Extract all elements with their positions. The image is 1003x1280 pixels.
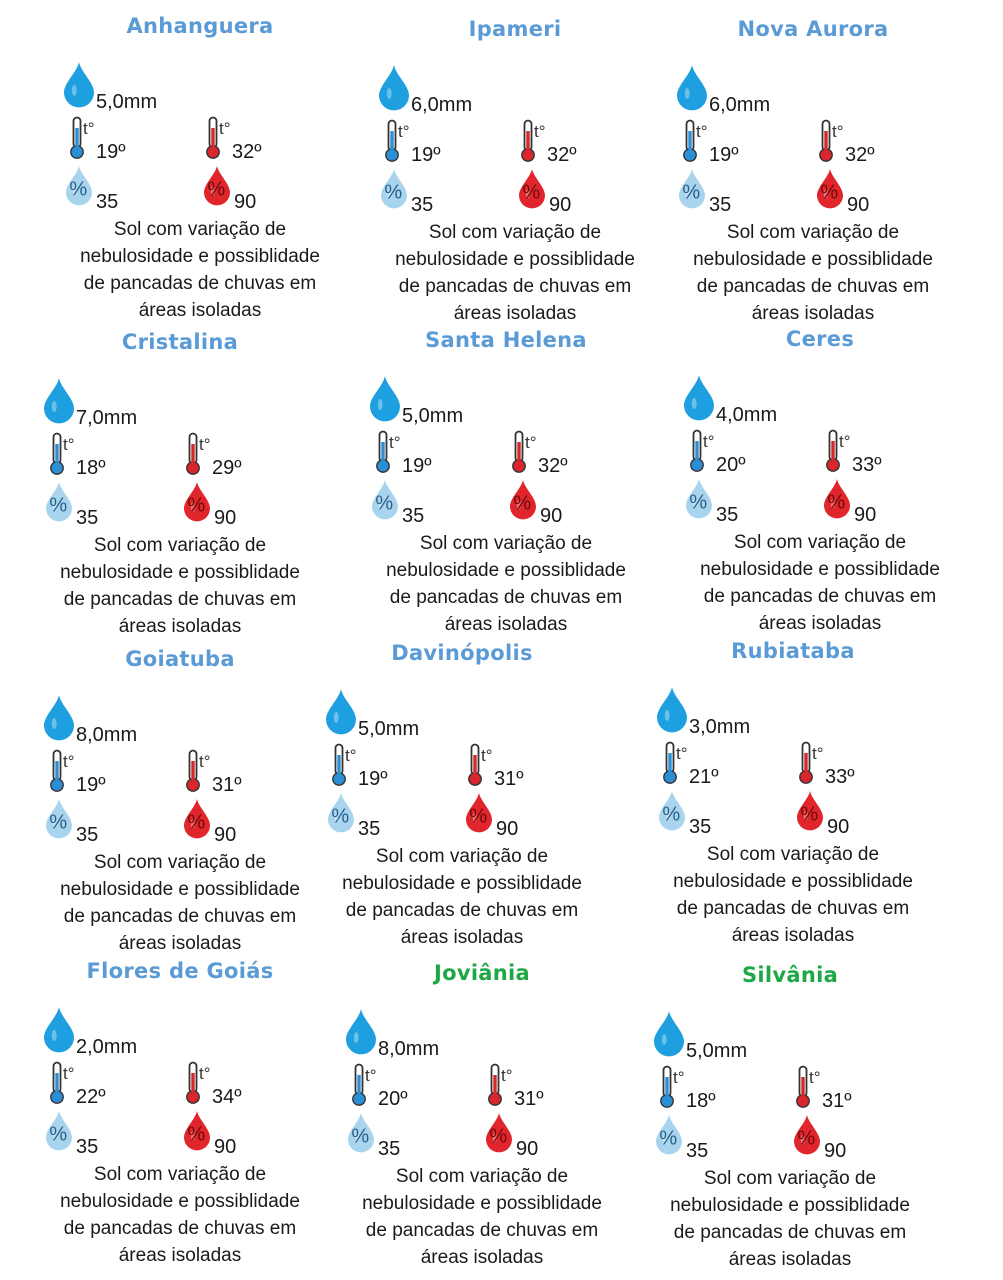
temperature-symbol: t°	[839, 432, 851, 451]
rain-amount: 6,0mm	[709, 94, 771, 116]
temperature-symbol: t°	[365, 1066, 377, 1085]
rain-indicator	[677, 65, 707, 111]
city-name: Santa Helena	[425, 328, 587, 352]
rain-amount: 6,0mm	[411, 94, 473, 116]
humidity-high-icon	[486, 1113, 512, 1153]
temp-min: 19º	[358, 768, 388, 790]
description-line: Sol com variação de	[395, 1166, 569, 1187]
city-forecast-card	[30, 959, 330, 1274]
humidity-low-icon	[66, 166, 92, 206]
humidity-max: 90	[234, 191, 257, 213]
description-line: áreas isoladas	[453, 303, 577, 324]
temperature-symbol: t°	[83, 119, 95, 138]
temperature-symbol: t°	[63, 752, 75, 771]
description-line: áreas isoladas	[731, 925, 855, 946]
temperature-symbol: t°	[703, 432, 715, 451]
percent-symbol: %	[69, 178, 88, 201]
description-line: de pancadas de chuvas em	[365, 1220, 599, 1241]
temp-max: 31º	[514, 1088, 544, 1110]
temperature-symbol: t°	[676, 744, 688, 763]
rain-amount: 3,0mm	[689, 716, 751, 738]
humidity-max: 90	[214, 507, 237, 529]
temp-max: 31º	[822, 1090, 852, 1112]
description-line: Sol com variação de	[703, 1168, 877, 1189]
temp-min: 21º	[689, 766, 719, 788]
city-forecast-card	[356, 328, 656, 643]
description-line: Sol com variação de	[113, 219, 287, 240]
description-line: de pancadas de chuvas em	[63, 906, 297, 927]
temp-min: 20º	[378, 1088, 408, 1110]
description-line: áreas isoladas	[758, 613, 882, 634]
percent-symbol: %	[682, 181, 701, 204]
humidity-max: 90	[516, 1138, 539, 1160]
rain-indicator	[44, 1007, 74, 1053]
humidity-min: 35	[709, 194, 732, 216]
humidity-low-icon	[381, 169, 407, 209]
raindrop-icon	[44, 1007, 74, 1053]
city-name: Rubiataba	[731, 639, 855, 663]
description-line: nebulosidade e possiblidade	[60, 562, 300, 583]
description-line: Sol com variação de	[93, 535, 267, 556]
temp-min: 18º	[686, 1090, 716, 1112]
temperature-symbol: t°	[812, 744, 824, 763]
rain-amount: 5,0mm	[686, 1040, 748, 1062]
city-forecast-card	[643, 639, 943, 954]
percent-symbol: %	[797, 1127, 816, 1150]
city-forecast-card	[50, 14, 350, 329]
description-line: Sol com variação de	[93, 1164, 267, 1185]
raindrop-icon	[370, 376, 400, 422]
city-forecast-card	[663, 17, 963, 332]
description-line: de pancadas de chuvas em	[398, 276, 632, 297]
raindrop-icon	[654, 1011, 684, 1057]
city-name: Davinópolis	[391, 641, 533, 665]
city-forecast-card	[312, 641, 612, 956]
description-line: Sol com variação de	[375, 846, 549, 867]
humidity-min: 35	[358, 818, 381, 840]
percent-symbol: %	[384, 181, 403, 204]
humidity-high-icon	[184, 799, 210, 839]
forecast-description	[643, 841, 943, 949]
temperature-symbol: t°	[389, 433, 401, 452]
humidity-max: 90	[824, 1140, 847, 1162]
humidity-min: 35	[76, 507, 99, 529]
humidity-high-icon	[184, 482, 210, 522]
rain-amount: 8,0mm	[378, 1038, 440, 1060]
rain-amount: 4,0mm	[716, 404, 778, 426]
description-line: de pancadas de chuvas em	[673, 1222, 907, 1243]
description-line: de pancadas de chuvas em	[345, 900, 579, 921]
description-line: Sol com variação de	[93, 852, 267, 873]
description-line: de pancadas de chuvas em	[703, 586, 937, 607]
percent-symbol: %	[187, 1123, 206, 1146]
forecast-description	[663, 219, 963, 327]
description-line: áreas isoladas	[138, 300, 262, 321]
description-line: nebulosidade e possiblidade	[80, 246, 320, 267]
temperature-symbol: t°	[481, 746, 493, 765]
description-line: áreas isoladas	[118, 1245, 242, 1266]
humidity-high-icon	[204, 166, 230, 206]
temp-min: 19º	[402, 455, 432, 477]
city-forecast-card	[30, 647, 330, 962]
humidity-high-icon	[794, 1115, 820, 1155]
description-line: nebulosidade e possiblidade	[693, 249, 933, 270]
humidity-low-icon	[686, 479, 712, 519]
description-line: áreas isoladas	[444, 614, 568, 635]
humidity-high-icon	[519, 169, 545, 209]
description-line: nebulosidade e possiblidade	[395, 249, 635, 270]
temp-max: 33º	[852, 454, 882, 476]
temp-min: 18º	[76, 457, 106, 479]
forecast-description	[332, 1163, 632, 1271]
description-line: nebulosidade e possiblidade	[673, 871, 913, 892]
description-line: áreas isoladas	[420, 1247, 544, 1268]
humidity-max: 90	[549, 194, 572, 216]
temperature-symbol: t°	[809, 1068, 821, 1087]
temperature-symbol: t°	[398, 122, 410, 141]
temp-min: 19º	[96, 141, 126, 163]
humidity-min: 35	[689, 816, 712, 838]
percent-symbol: %	[49, 811, 68, 834]
forecast-description	[30, 849, 330, 957]
rain-indicator	[379, 65, 409, 111]
description-line: Sol com variação de	[419, 533, 593, 554]
temperature-symbol: t°	[832, 122, 844, 141]
city-name: Ipameri	[468, 17, 562, 41]
temp-min: 20º	[716, 454, 746, 476]
description-line: áreas isoladas	[118, 933, 242, 954]
humidity-min: 35	[76, 824, 99, 846]
description-line: áreas isoladas	[118, 616, 242, 637]
humidity-low-icon	[656, 1115, 682, 1155]
percent-symbol: %	[800, 803, 819, 826]
temperature-symbol: t°	[63, 435, 75, 454]
temperature-symbol: t°	[219, 119, 231, 138]
percent-symbol: %	[187, 494, 206, 517]
percent-symbol: %	[513, 492, 532, 515]
description-line: áreas isoladas	[751, 303, 875, 324]
raindrop-icon	[326, 689, 356, 735]
temp-min: 22º	[76, 1086, 106, 1108]
humidity-max: 90	[540, 505, 563, 527]
percent-symbol: %	[187, 811, 206, 834]
temp-max: 31º	[494, 768, 524, 790]
raindrop-icon	[657, 687, 687, 733]
city-name: Flores de Goiás	[86, 959, 274, 983]
temp-min: 19º	[411, 144, 441, 166]
description-line: de pancadas de chuvas em	[83, 273, 317, 294]
description-line: nebulosidade e possiblidade	[60, 1191, 300, 1212]
humidity-low-icon	[46, 799, 72, 839]
rain-indicator	[346, 1009, 376, 1055]
forecast-description	[670, 529, 970, 637]
city-name: Ceres	[785, 327, 855, 351]
humidity-high-icon	[797, 791, 823, 831]
humidity-low-icon	[659, 791, 685, 831]
forecast-description	[30, 1161, 330, 1269]
humidity-high-icon	[466, 793, 492, 833]
temperature-symbol: t°	[673, 1068, 685, 1087]
humidity-min: 35	[402, 505, 425, 527]
temperature-symbol: t°	[199, 435, 211, 454]
raindrop-icon	[684, 375, 714, 421]
temperature-symbol: t°	[501, 1066, 513, 1085]
description-line: Sol com variação de	[726, 222, 900, 243]
description-line: nebulosidade e possiblidade	[60, 879, 300, 900]
description-line: nebulosidade e possiblidade	[700, 559, 940, 580]
city-forecast-card	[30, 330, 330, 645]
description-line: de pancadas de chuvas em	[63, 589, 297, 610]
temperature-symbol: t°	[63, 1064, 75, 1083]
temperature-symbol: t°	[199, 752, 211, 771]
temp-max: 32º	[845, 144, 875, 166]
rain-indicator	[64, 62, 94, 108]
raindrop-icon	[346, 1009, 376, 1055]
temperature-symbol: t°	[696, 122, 708, 141]
description-line: de pancadas de chuvas em	[696, 276, 930, 297]
percent-symbol: %	[351, 1125, 370, 1148]
description-line: de pancadas de chuvas em	[63, 1218, 297, 1239]
raindrop-icon	[44, 378, 74, 424]
rain-indicator	[326, 689, 356, 735]
forecast-description	[640, 1165, 940, 1273]
temp-max: 32º	[538, 455, 568, 477]
description-line: de pancadas de chuvas em	[389, 587, 623, 608]
humidity-max: 90	[214, 824, 237, 846]
forecast-description	[50, 216, 350, 324]
humidity-low-icon	[679, 169, 705, 209]
temp-max: 34º	[212, 1086, 242, 1108]
humidity-max: 90	[847, 194, 870, 216]
raindrop-icon	[64, 62, 94, 108]
humidity-low-icon	[348, 1113, 374, 1153]
description-line: nebulosidade e possiblidade	[342, 873, 582, 894]
temperature-symbol: t°	[525, 433, 537, 452]
description-line: Sol com variação de	[428, 222, 602, 243]
forecast-description	[312, 843, 612, 951]
percent-symbol: %	[489, 1125, 508, 1148]
description-line: nebulosidade e possiblidade	[362, 1193, 602, 1214]
temp-max: 31º	[212, 774, 242, 796]
humidity-max: 90	[827, 816, 850, 838]
humidity-max: 90	[214, 1136, 237, 1158]
raindrop-icon	[44, 695, 74, 741]
rain-amount: 5,0mm	[402, 405, 464, 427]
percent-symbol: %	[331, 805, 350, 828]
rain-indicator	[684, 375, 714, 421]
humidity-max: 90	[496, 818, 519, 840]
percent-symbol: %	[689, 491, 708, 514]
humidity-low-icon	[328, 793, 354, 833]
temp-min: 19º	[709, 144, 739, 166]
raindrop-icon	[379, 65, 409, 111]
description-line: de pancadas de chuvas em	[676, 898, 910, 919]
percent-symbol: %	[375, 492, 394, 515]
rain-indicator	[654, 1011, 684, 1057]
humidity-max: 90	[854, 504, 877, 526]
forecast-description	[365, 219, 665, 327]
humidity-low-icon	[46, 482, 72, 522]
temperature-symbol: t°	[345, 746, 357, 765]
city-forecast-card	[365, 17, 665, 332]
humidity-min: 35	[716, 504, 739, 526]
percent-symbol: %	[820, 181, 839, 204]
temp-max: 32º	[232, 141, 262, 163]
city-name: Anhanguera	[126, 14, 274, 38]
temp-max: 29º	[212, 457, 242, 479]
percent-symbol: %	[49, 494, 68, 517]
temp-max: 33º	[825, 766, 855, 788]
rain-indicator	[370, 376, 400, 422]
rain-indicator	[657, 687, 687, 733]
percent-symbol: %	[49, 1123, 68, 1146]
city-name: Cristalina	[121, 330, 239, 354]
humidity-min: 35	[411, 194, 434, 216]
city-forecast-card	[640, 963, 940, 1278]
rain-amount: 2,0mm	[76, 1036, 138, 1058]
rain-amount: 8,0mm	[76, 724, 138, 746]
description-line: nebulosidade e possiblidade	[386, 560, 626, 581]
forecast-description	[356, 530, 656, 638]
city-forecast-card	[332, 961, 632, 1276]
humidity-low-icon	[372, 480, 398, 520]
city-name: Joviânia	[433, 961, 531, 985]
city-name: Silvânia	[741, 963, 839, 987]
city-forecast-card	[670, 327, 970, 642]
description-line: Sol com variação de	[733, 532, 907, 553]
percent-symbol: %	[207, 178, 226, 201]
humidity-high-icon	[510, 480, 536, 520]
humidity-high-icon	[817, 169, 843, 209]
rain-indicator	[44, 378, 74, 424]
humidity-min: 35	[686, 1140, 709, 1162]
percent-symbol: %	[469, 805, 488, 828]
percent-symbol: %	[659, 1127, 678, 1150]
humidity-min: 35	[76, 1136, 99, 1158]
rain-amount: 5,0mm	[358, 718, 420, 740]
percent-symbol: %	[827, 491, 846, 514]
rain-amount: 7,0mm	[76, 407, 138, 429]
city-name: Nova Aurora	[737, 17, 889, 41]
rain-amount: 5,0mm	[96, 91, 158, 113]
humidity-high-icon	[824, 479, 850, 519]
temperature-symbol: t°	[199, 1064, 211, 1083]
humidity-min: 35	[96, 191, 119, 213]
description-line: áreas isoladas	[728, 1249, 852, 1270]
percent-symbol: %	[522, 181, 541, 204]
forecast-description	[30, 532, 330, 640]
description-line: Sol com variação de	[706, 844, 880, 865]
humidity-high-icon	[184, 1111, 210, 1151]
city-name: Goiatuba	[125, 647, 235, 671]
humidity-min: 35	[378, 1138, 401, 1160]
percent-symbol: %	[662, 803, 681, 826]
temp-max: 32º	[547, 144, 577, 166]
raindrop-icon	[677, 65, 707, 111]
temperature-symbol: t°	[534, 122, 546, 141]
temp-min: 19º	[76, 774, 106, 796]
description-line: nebulosidade e possiblidade	[670, 1195, 910, 1216]
rain-indicator	[44, 695, 74, 741]
description-line: áreas isoladas	[400, 927, 524, 948]
humidity-low-icon	[46, 1111, 72, 1151]
